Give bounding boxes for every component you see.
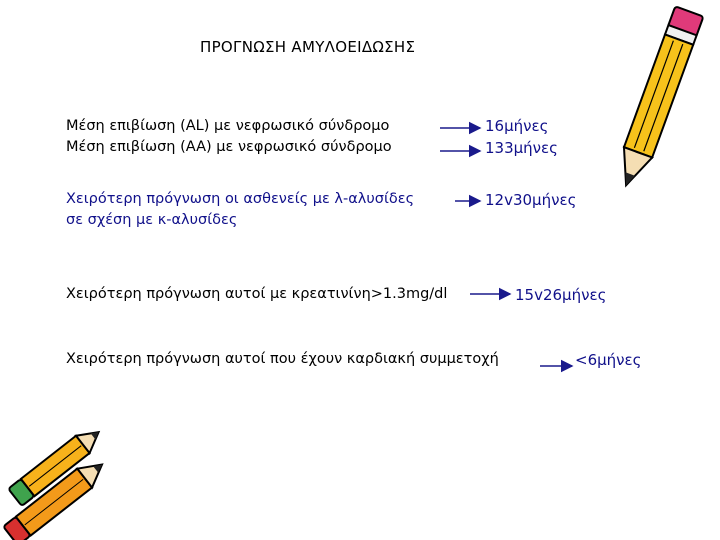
row-aa-value: 133μήνες [485, 139, 558, 157]
row-light-chain-label-2: σε σχέση με κ-αλυσίδες [66, 212, 238, 228]
row-creatinine-label: Χειρότερη πρόγνωση αυτοί με κρεατινίνη>1.3mg/dl [66, 286, 448, 302]
row-cardiac-label: Χειρότερη πρόγνωση αυτοί που έχουν καρδιακή συμμετοχή [66, 351, 499, 367]
pencil-icon [600, 0, 710, 200]
row-al-value: 16μήνες [485, 117, 549, 135]
pencils-icon [0, 425, 135, 540]
row-al-label: Μέση επιβίωση (AL) με νεφρωσικό σύνδρομο [66, 118, 390, 134]
row-cardiac-value: <6μήνες [575, 351, 642, 369]
row-aa-label: Μέση επιβίωση (AA) με νεφρωσικό σύνδρομο [66, 139, 392, 155]
row-creatinine-value: 15v26μήνες [515, 286, 607, 304]
row-light-chain-label-1: Χειρότερη πρόγνωση οι ασθενείς με λ-αλυσίδες [66, 191, 415, 207]
page-title: ΠΡΟΓΝΩΣΗ ΑΜΥΛΟΕΙΔΩΣΗΣ [200, 38, 416, 56]
row-light-chain-value: 12v30μήνες [485, 191, 577, 209]
